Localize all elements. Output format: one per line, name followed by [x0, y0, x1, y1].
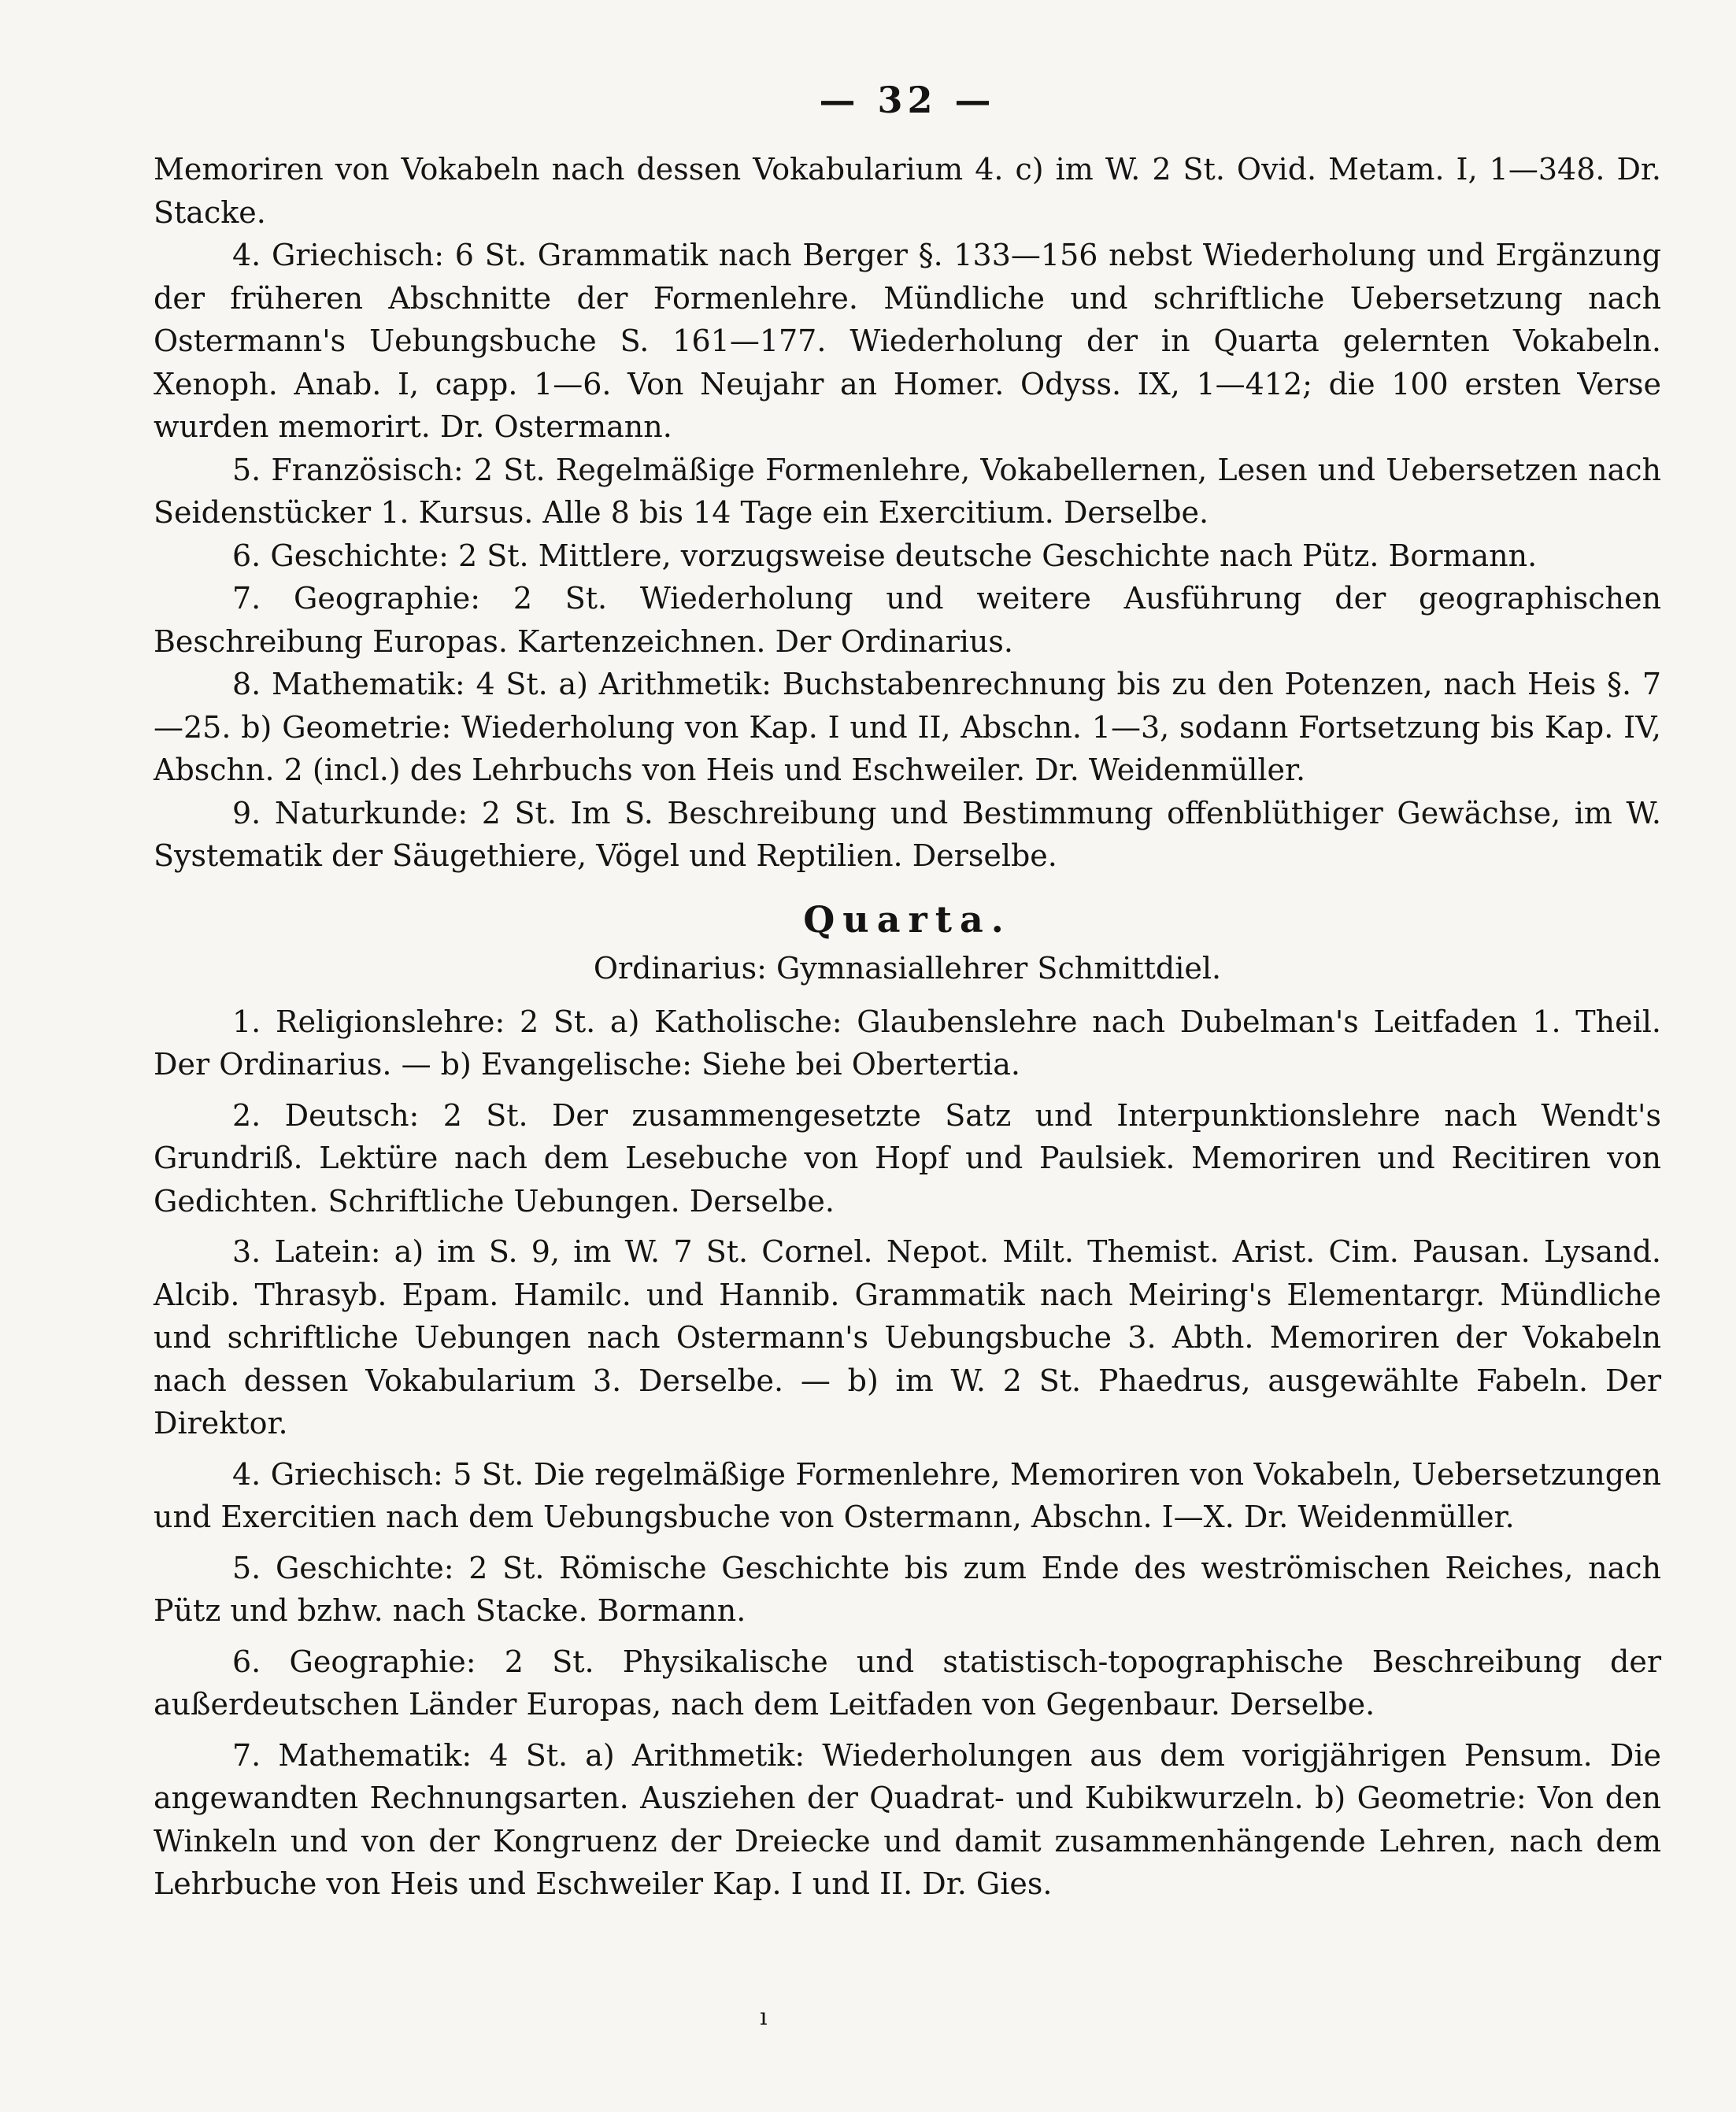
paragraph-geographie: 7. Geographie: 2 St. Wiederholung und weitere Ausführung der geographischen Beschreibung Europas. Kartenzeichnen. Der Ordinarius.	[154, 581, 1661, 659]
paragraph-geschichte: 6. Geschichte: 2 St. Mittlere, vorzugsweise deutsche Geschichte nach Pütz. Bormann.	[232, 538, 1538, 573]
footer-mark: ı	[760, 2003, 768, 2031]
paragraph-latin-continuation: Memoriren von Vokabeln nach dessen Vokabularium 4. c) im W. 2 St. Ovid. Metam. I, 1—348. Dr. Stacke.	[154, 152, 1661, 230]
paragraph-religionslehre: 1. Religionslehre: 2 St. a) Katholische: Glaubenslehre nach Dubelman's Leitfaden 1. Theil. Der Ordinarius. — b) Evangelische: Siehe bei Obertertia.	[154, 1004, 1661, 1082]
paragraph-naturkunde: 9. Naturkunde: 2 St. Im S. Beschreibung und Bestimmung offenblüthiger Gewächse, im W. Systematik der Säugethiere, Vögel und Reptilien. Derselbe.	[154, 795, 1661, 873]
paragraph-griechisch: 4. Griechisch: 6 St. Grammatik nach Berger §. 133—156 nebst Wiederholung und Ergänzung der früheren Abschnitte der Formenlehre. Mündliche und schriftliche Uebersetzung nach Ostermann's Uebungsbuche S. 161—177. Wiederholung der in Quarta gelernten Vokabeln. Xenoph. Anab. I, capp. 1—6. Von Neujahr an Homer. Odyss. IX, 1—412; die 100 ersten Verse wurden memorirt. Dr. Ostermann.	[154, 238, 1661, 444]
paragraph-latein: 3. Latein: a) im S. 9, im W. 7 St. Cornel. Nepot. Milt. Themist. Arist. Cim. Pausan. Lysand. Alcib. Thrasyb. Epam. Hamilc. und Hannib. Grammatik nach Meiring's Elementargr. Mündliche und schriftliche Uebungen nach Ostermann's Uebungsbuche 3. Abth. Memoriren der Vokabeln nach dessen Vokabularium 3. Derselbe. — b) im W. 2 St. Phaedrus, ausgewählte Fabeln. Der Direktor.	[154, 1234, 1661, 1441]
lower-section	[154, 1001, 1661, 1906]
paragraph-griechisch-quarta: 4. Griechisch: 5 St. Die regelmäßige Formenlehre, Memoriren von Vokabeln, Uebersetzungen und Exercitien nach dem Uebungsbuche von Ostermann, Abschn. I—X. Dr. Weidenmüller.	[154, 1456, 1661, 1534]
paragraph-mathematik-quarta: 7. Mathematik: 4 St. a) Arithmetik: Wiederholungen aus dem vorigjährigen Pensum. Die angewandten Rechnungsarten. Ausziehen der Quadrat- und Kubikwurzeln. b) Geometrie: Von den Winkeln und von der Kongruenz der Dreiecke und damit zusammenhängende Lehren, nach dem Lehrbuche von Heis und Eschweiler Kap. I und II. Dr. Gies.	[154, 1737, 1661, 1901]
section-title: Quarta.	[803, 897, 1012, 941]
paragraph-franzoesisch: 5. Französisch: 2 St. Regelmäßige Formenlehre, Vokabellernen, Lesen und Uebersetzen nach Seidenstücker 1. Kursus. Alle 8 bis 14 Tage ein Exercitium. Derselbe.	[154, 452, 1661, 530]
paragraph-mathematik: 8. Mathematik: 4 St. a) Arithmetik: Buchstabenrechnung bis zu den Potenzen, nach Heis §. 7—25. b) Geometrie: Wiederholung von Kap. I und II, Abschn. 1—3, sodann Fortsetzung bis Kap. IV, Abschn. 2 (incl.) des Lehrbuchs von Heis und Eschweiler. Dr. Weidenmüller.	[154, 667, 1661, 787]
upper-section	[154, 148, 1661, 878]
ordinarius-line: Ordinarius: Gymnasiallehrer Schmittdiel.	[593, 950, 1222, 986]
paragraph-geographie-quarta: 6. Geographie: 2 St. Physikalische und statistisch-topographische Beschreibung der außerdeutschen Länder Europas, nach dem Leitfaden von Gegenbaur. Derselbe.	[154, 1644, 1661, 1722]
paragraph-geschichte-quarta: 5. Geschichte: 2 St. Römische Geschichte bis zum Ende des weströmischen Reiches, nach Pütz und bzhw. nach Stacke. Bormann.	[154, 1550, 1661, 1628]
page-number: — 32 —	[819, 79, 996, 121]
paragraph-deutsch: 2. Deutsch: 2 St. Der zusammengesetzte Satz und Interpunktionslehre nach Wendt's Grundriß. Lektüre nach dem Lesebuche von Hopf und Paulsiek. Memoriren und Recitiren von Gedichten. Schriftliche Uebungen. Derselbe.	[154, 1097, 1661, 1219]
